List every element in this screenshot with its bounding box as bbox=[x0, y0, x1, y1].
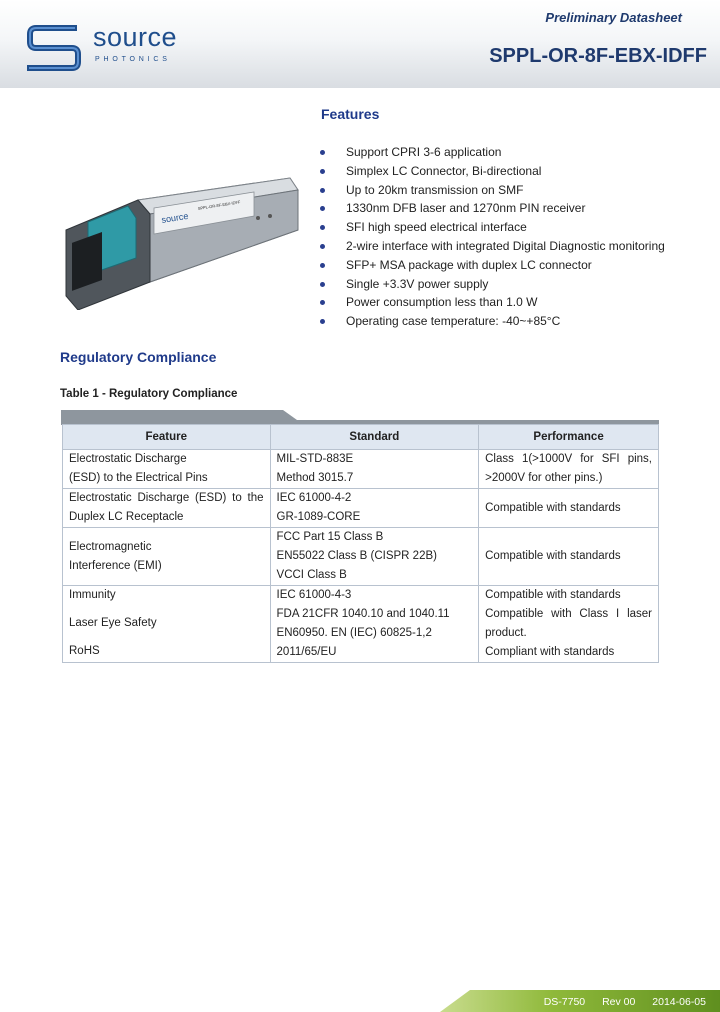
list-item: 1330nm DFB laser and 1270nm PIN receiver bbox=[320, 199, 665, 218]
features-heading: Features bbox=[321, 106, 380, 122]
list-item: SFI high speed electrical interface bbox=[320, 218, 665, 237]
cell-standard: FCC Part 15 Class B EN55022 Class B (CISPR 22B) VCCI Class B bbox=[270, 528, 479, 586]
logo-mark-icon bbox=[24, 20, 86, 74]
cell-feature: Electromagnetic Interference (EMI) bbox=[63, 528, 271, 586]
list-item: SFP+ MSA package with duplex LC connector bbox=[320, 256, 665, 275]
list-item: Power consumption less than 1.0 W bbox=[320, 293, 665, 312]
table-row bbox=[63, 586, 659, 663]
list-item: Up to 20km transmission on SMF bbox=[320, 181, 665, 200]
cell-performance: Compatible with standards bbox=[479, 489, 659, 528]
header-standard: Standard bbox=[270, 425, 479, 450]
list-item: Single +3.3V power supply bbox=[320, 275, 665, 294]
cell-standard: MIL-STD-883E Method 3015.7 bbox=[270, 450, 479, 489]
list-item: Simplex LC Connector, Bi-directional bbox=[320, 162, 665, 181]
cell-performance: Compatible with standards bbox=[479, 528, 659, 586]
footer-revision: Rev 00 bbox=[602, 996, 636, 1008]
logo-subtitle: PHOTONICS bbox=[95, 56, 171, 63]
bullet-icon bbox=[320, 282, 325, 287]
regulatory-heading: Regulatory Compliance bbox=[60, 349, 217, 365]
part-number-title: SPPL-OR-8F-EBX-IDFF bbox=[489, 45, 707, 67]
product-label-text: SPPL-OR-8F-EBX-IDFF bbox=[197, 199, 241, 211]
table-row bbox=[63, 489, 659, 528]
sfp-transceiver-image bbox=[58, 160, 308, 310]
cell-feature: Electrostatic Discharge (ESD) to the Duplex LC Receptacle bbox=[63, 489, 271, 528]
source-photonics-logo bbox=[24, 20, 214, 76]
bullet-icon bbox=[320, 188, 325, 193]
bullet-icon bbox=[320, 263, 325, 268]
logo-wordmark: source bbox=[93, 22, 178, 52]
table-row bbox=[63, 450, 659, 489]
regulatory-table bbox=[62, 424, 659, 663]
table-tab-decoration bbox=[61, 408, 659, 425]
table-caption: Table 1 - Regulatory Compliance bbox=[60, 388, 238, 400]
cell-standard: IEC 61000-4-2 GR-1089-CORE bbox=[270, 489, 479, 528]
bullet-icon bbox=[320, 206, 325, 211]
page-header bbox=[0, 0, 720, 88]
bullet-icon bbox=[320, 225, 325, 230]
document-type: Preliminary Datasheet bbox=[545, 10, 682, 25]
features-list bbox=[320, 143, 665, 331]
list-item: Support CPRI 3-6 application bbox=[320, 143, 665, 162]
cell-performance: Compatible with standards Compatible with Class I laser product. Compliant with standards bbox=[479, 586, 659, 663]
table-row bbox=[63, 528, 659, 586]
bullet-icon bbox=[320, 300, 325, 305]
footer-info bbox=[530, 996, 706, 1008]
header-feature: Feature bbox=[63, 425, 271, 450]
header-performance: Performance bbox=[479, 425, 659, 450]
cell-standard: IEC 61000-4-3 FDA 21CFR 1040.10 and 1040.11 EN60950. EN (IEC) 60825-1,2 2011/65/EU bbox=[270, 586, 479, 663]
table-header-row bbox=[63, 425, 659, 450]
list-item: Operating case temperature: -40~+85°C bbox=[320, 312, 665, 331]
bullet-icon bbox=[320, 319, 325, 324]
list-item: 2-wire interface with integrated Digital Diagnostic monitoring bbox=[320, 237, 665, 256]
product-label-brand: source bbox=[160, 210, 189, 225]
cell-performance: Class 1(>1000V for SFI pins, >2000V for other pins.) bbox=[479, 450, 659, 489]
bullet-icon bbox=[320, 244, 325, 249]
footer-date: 2014-06-05 bbox=[652, 996, 706, 1008]
footer-doc-id: DS-7750 bbox=[543, 996, 586, 1008]
bullet-icon bbox=[320, 150, 325, 155]
bullet-icon bbox=[320, 169, 325, 174]
cell-feature: Electrostatic Discharge (ESD) to the Electrical Pins bbox=[63, 450, 271, 489]
cell-feature: Immunity Laser Eye Safety RoHS bbox=[63, 586, 271, 663]
